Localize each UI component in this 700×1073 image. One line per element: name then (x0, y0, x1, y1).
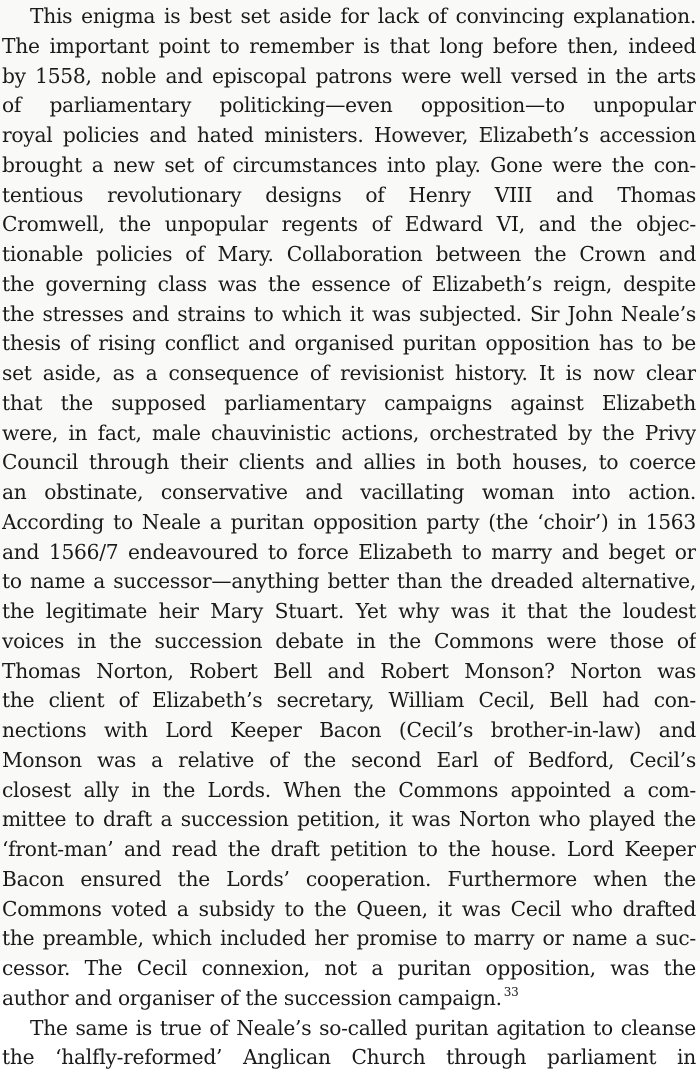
text-line: the governing class was the essence of Elizabeth’s reign, despite (2, 270, 696, 300)
text-line: the ‘halfly-reformed’ Anglican Church through parliament in (2, 1043, 696, 1073)
body-text (2, 2, 696, 1073)
text-line: royal policies and hated ministers. However, Elizabeth’s accession (2, 121, 696, 151)
text-line: the stresses and strains to which it was subjected. Sir John Neale’s (2, 300, 696, 330)
text-line: Commons voted a subsidy to the Queen, it was Cecil who drafted (2, 895, 696, 925)
text-line: to name a successor—anything better than the dreaded alternative, (2, 567, 696, 597)
text-line: cessor. The Cecil connexion, not a puritan opposition, was the (2, 954, 696, 984)
text-line: by 1558, noble and episcopal patrons were well versed in the arts (2, 62, 696, 92)
text-line: brought a new set of circumstances into play. Gone were the con- (2, 151, 696, 181)
text-line: and 1566/7 endeavoured to force Elizabeth to marry and beget or (2, 538, 696, 568)
text-line: closest ally in the Lords. When the Commons appointed a com- (2, 776, 696, 806)
paragraph-1 (2, 2, 696, 1014)
text-line: Cromwell, the unpopular regents of Edward VI, and the objec- (2, 210, 696, 240)
text-line: the preamble, which included her promise to marry or name a suc- (2, 924, 696, 954)
text-line: ‘front-man’ and read the draft petition to the house. Lord Keeper (2, 835, 696, 865)
text-line: Thomas Norton, Robert Bell and Robert Monson? Norton was (2, 657, 696, 687)
paragraph-2 (2, 1014, 696, 1073)
text-line: The important point to remember is that long before then, indeed (2, 32, 696, 62)
text-line: Bacon ensured the Lords’ cooperation. Furthermore when the (2, 865, 696, 895)
text-line: This enigma is best set aside for lack of convincing explanation. (2, 2, 696, 32)
text-line: voices in the succession debate in the Commons were those of (2, 627, 696, 657)
text-line: nections with Lord Keeper Bacon (Cecil’s brother-in-law) and (2, 716, 696, 746)
text-line: Council through their clients and allies in both houses, to coerce (2, 448, 696, 478)
text-line: of parliamentary politicking—even opposition—to unpopular (2, 91, 696, 121)
text-line: an obstinate, conservative and vacillating woman into action. (2, 478, 696, 508)
text-line: mittee to draft a succession petition, it was Norton who played the (2, 805, 696, 835)
text-line: the legitimate heir Mary Stuart. Yet why was it that the loudest (2, 597, 696, 627)
text-line: tentious revolutionary designs of Henry VIII and Thomas (2, 181, 696, 211)
footnote-reference: 33 (504, 985, 519, 999)
text-line: The same is true of Neale’s so-called puritan agitation to cleanse (2, 1014, 696, 1044)
text-line: thesis of rising conflict and organised puritan opposition has to be (2, 329, 696, 359)
text-line: the client of Elizabeth’s secretary, William Cecil, Bell had con- (2, 686, 696, 716)
text-line: Monson was a relative of the second Earl of Bedford, Cecil’s (2, 746, 696, 776)
text-line-last (2, 984, 696, 1014)
text-line: According to Neale a puritan opposition party (the ‘choir’) in 1563 (2, 508, 696, 538)
text-line: that the supposed parliamentary campaigns against Elizabeth (2, 389, 696, 419)
text-line-content: author and organiser of the succession campaign. (2, 986, 502, 1010)
text-line: set aside, as a consequence of revisionist history. It is now clear (2, 359, 696, 389)
text-line: tionable policies of Mary. Collaboration between the Crown and (2, 240, 696, 270)
text-line: were, in fact, male chauvinistic actions, orchestrated by the Privy (2, 419, 696, 449)
